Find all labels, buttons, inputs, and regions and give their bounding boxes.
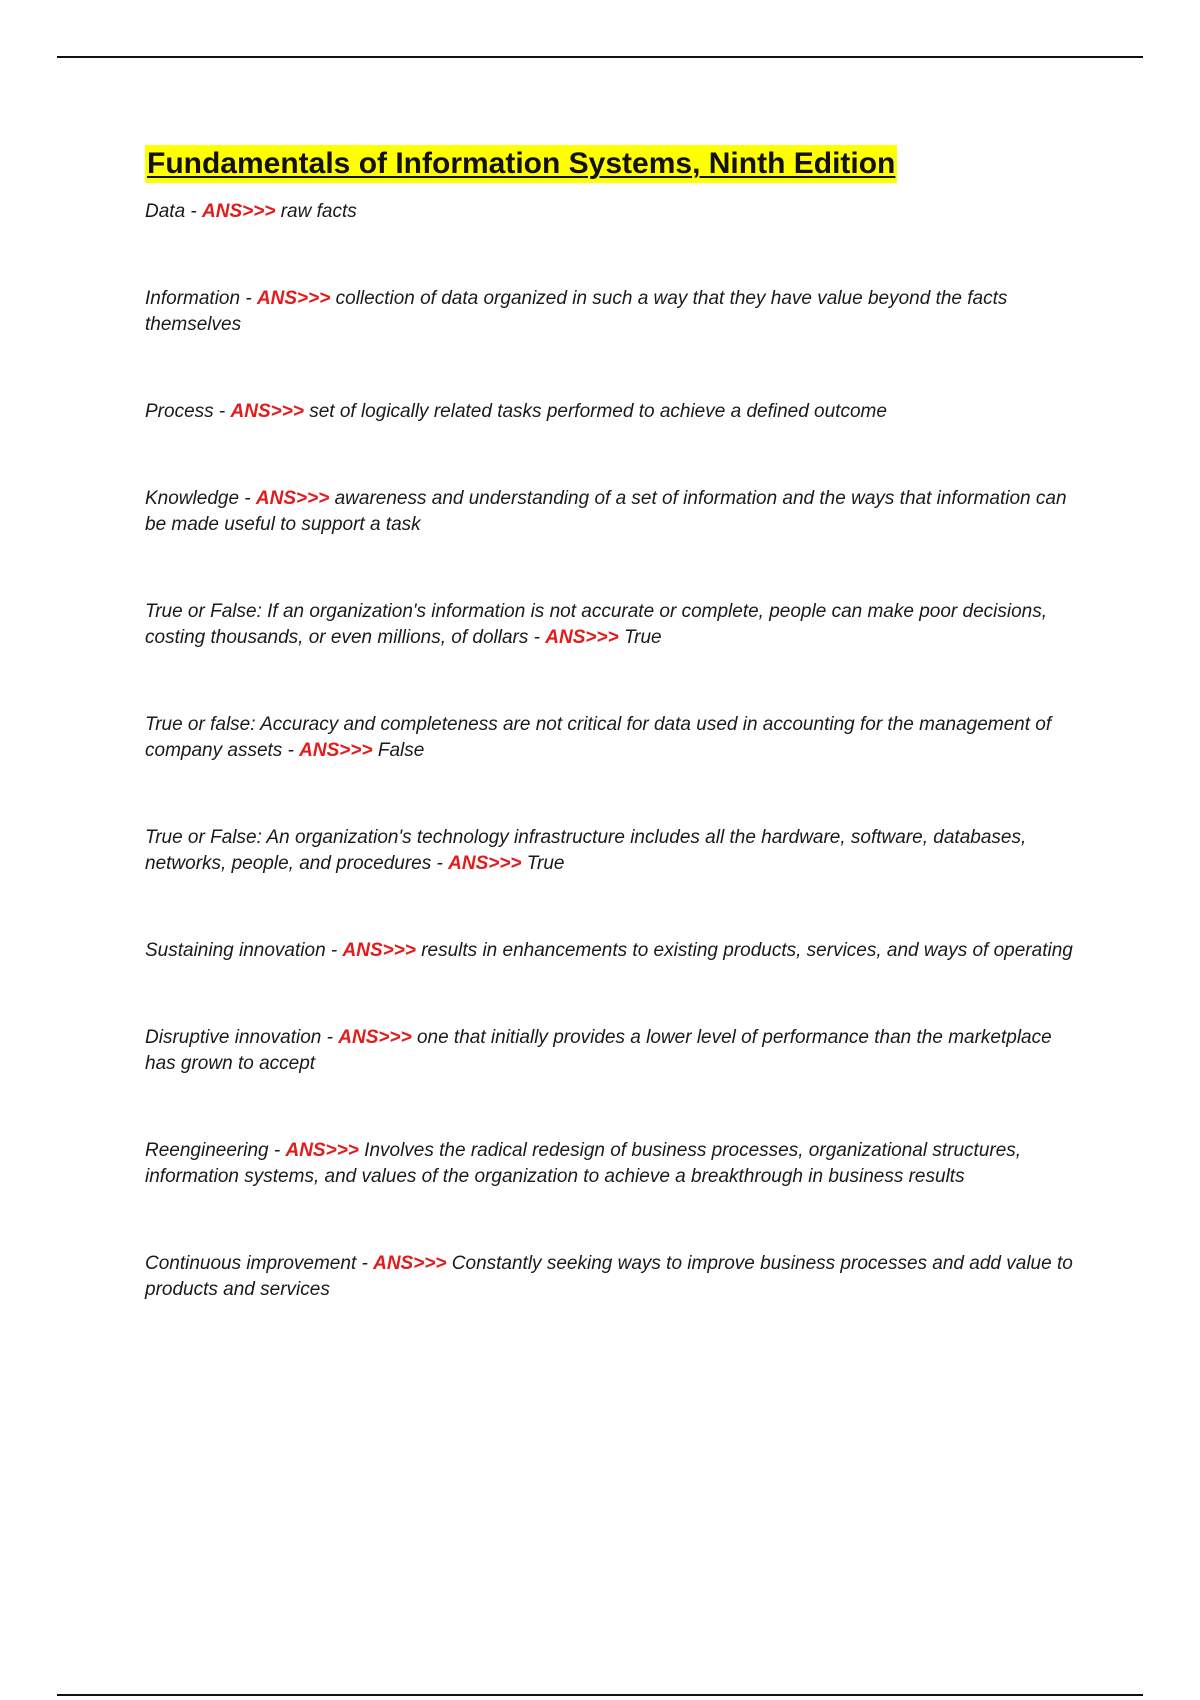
qa-answer: one that initially provides a lower level of performance than the marketplace has grown to accept (145, 1027, 1052, 1074)
qa-question: True or false: Accuracy and completeness are not critical for data used in accounting for the management of company assets - (145, 714, 1052, 761)
qa-item (145, 286, 1075, 338)
document-body (145, 145, 1075, 1303)
qa-answer: collection of data organized in such a way that they have value beyond the facts themselves (145, 288, 1008, 335)
qa-answer: raw facts (275, 201, 357, 222)
qa-answer: awareness and understanding of a set of information and the ways that information can be made useful to support a task (145, 488, 1067, 535)
qa-item (145, 825, 1075, 877)
top-rule (57, 56, 1143, 58)
qa-item (145, 938, 1075, 964)
answer-marker: ANS>>> (299, 740, 373, 761)
qa-item (145, 1138, 1075, 1190)
document-title: Fundamentals of Information Systems, Ninth Edition (145, 145, 897, 183)
qa-question: Process - (145, 401, 231, 422)
answer-marker: ANS>>> (230, 401, 304, 422)
qa-item (145, 486, 1075, 538)
answer-marker: ANS>>> (448, 853, 522, 874)
qa-item (145, 199, 1075, 225)
qa-question: Disruptive innovation - (145, 1027, 339, 1048)
qa-answer: set of logically related tasks performed to achieve a defined outcome (303, 401, 887, 422)
answer-marker: ANS>>> (202, 201, 276, 222)
answer-marker: ANS>>> (342, 940, 416, 961)
qa-item (145, 399, 1075, 425)
bottom-rule (57, 1694, 1143, 1696)
qa-answer: True (618, 627, 662, 648)
qa-answer: Involves the radical redesign of business processes, organizational structures, information systems, and values of the organization to achieve a breakthrough in business results (145, 1140, 1022, 1187)
qa-item (145, 1025, 1075, 1077)
qa-item (145, 599, 1075, 651)
answer-marker: ANS>>> (373, 1253, 447, 1274)
qa-question: True or False: If an organization's information is not accurate or complete, people can make poor decisions, costing thousands, or even millions, of dollars - (145, 601, 1048, 648)
qa-list (145, 199, 1075, 1303)
qa-question: Reengineering - (145, 1140, 286, 1161)
qa-answer: results in enhancements to existing products, services, and ways of operating (415, 940, 1073, 961)
qa-question: Data - (145, 201, 203, 222)
answer-marker: ANS>>> (338, 1027, 412, 1048)
qa-item (145, 1251, 1075, 1303)
qa-answer: True (521, 853, 565, 874)
qa-item (145, 712, 1075, 764)
qa-question: Continuous improvement - (145, 1253, 374, 1274)
qa-answer: Constantly seeking ways to improve business processes and add value to products and services (145, 1253, 1073, 1300)
qa-question: Information - (145, 288, 257, 309)
qa-question: Knowledge - (145, 488, 256, 509)
answer-marker: ANS>>> (255, 488, 330, 509)
answer-marker: ANS>>> (256, 288, 331, 309)
answer-marker: ANS>>> (285, 1140, 359, 1161)
qa-question: True or False: An organization's technology infrastructure includes all the hardware, software, databases, networks, people, and procedures - (145, 827, 1027, 874)
qa-question: Sustaining innovation - (145, 940, 343, 961)
answer-marker: ANS>>> (545, 627, 619, 648)
qa-answer: False (372, 740, 425, 761)
